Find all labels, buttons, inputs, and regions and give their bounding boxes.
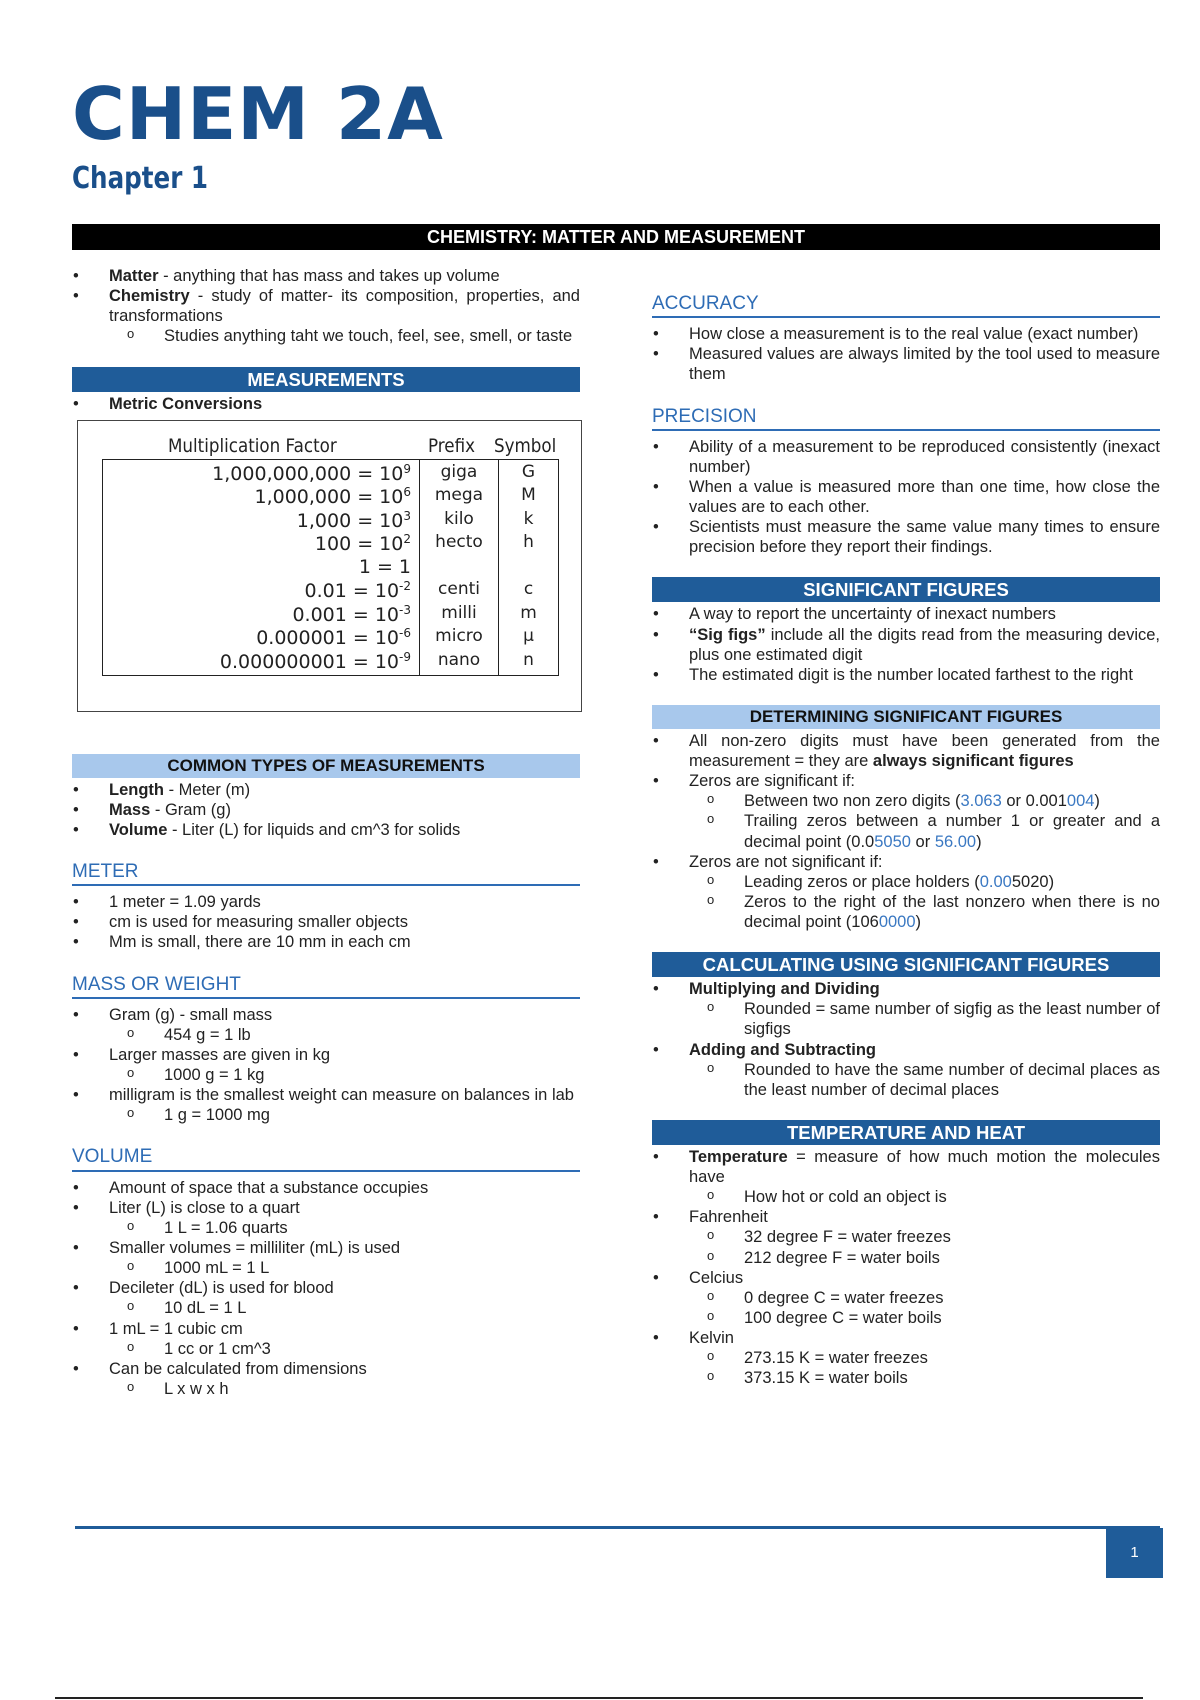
sub-list-item: o 454 g = 1 lb [109,1025,580,1045]
common-types-header: COMMON TYPES OF MEASUREMENTS [72,754,580,778]
list-item: • Fahrenheit o 32 degree F = water freezes o 212 degree F = water boils [652,1207,1160,1267]
determining-header: DETERMINING SIGNIFICANT FIGURES [652,705,1160,729]
sub-list-item: o 10 dL = 1 L [109,1298,580,1318]
list-item: • Ability of a measurement to be reproduced consistently (inexact number) [652,437,1160,477]
table-row [103,626,558,649]
factor-cell: $100 = 10^2$ [314,532,411,556]
list-item: • Metric Conversions [72,394,580,414]
accuracy-list [652,324,1160,384]
list-item: • Adding and Subtracting o Rounded to have the same number of decimal places as the least number of decimal places [652,1040,1160,1100]
list-item: • The estimated digit is the number located farthest to the right [652,665,1160,685]
meter-list [72,892,580,952]
list-item: • Liter (L) is close to a quart o 1 L = 1.06 quarts [72,1198,580,1238]
sub-list-item: o 273.15 K = water freezes [689,1348,1160,1368]
table-header-symbol: Symbol [494,434,557,457]
calculating-list [652,979,1160,1100]
prefix-cell: mega [434,485,484,506]
table-row [103,650,558,673]
list-item: • 1 mL = 1 cubic cm o 1 cc or 1 cm^3 [72,1319,580,1359]
sub-list-item: o 32 degree F = water freezes [689,1227,1160,1247]
list-item: • 1 meter = 1.09 yards [72,892,580,912]
list-item: • Larger masses are given in kg o 1000 g = 1 kg [72,1045,580,1085]
sub-list-item: o 0 degree C = water freezes [689,1288,1160,1308]
prefix-cell: giga [440,461,478,482]
symbol-cell: n [523,649,534,670]
list-item: • Multiplying and Dividing o Rounded = same number of sigfig as the least number of sigfigs [652,979,1160,1039]
sub-list-item: o Rounded to have the same number of decimal places as the least number of decimal places [689,1060,1160,1100]
table-row [103,532,558,555]
list-item: • A way to report the uncertainty of inexact numbers [652,604,1160,624]
symbol-cell: c [523,579,534,600]
sub-list-item: o 1 g = 1000 mg [109,1105,580,1125]
prefix-cell: hecto [435,532,483,553]
list-item: • Amount of space that a substance occupies [72,1178,580,1198]
sigfigs-header: SIGNIFICANT FIGURES [652,577,1160,602]
intro-list [72,266,580,347]
list-item: • Scientists must measure the same value many times to ensure precision before they report their findings. [652,517,1160,557]
list-item: • How close a measurement is to the real value (exact number) [652,324,1160,344]
volume-header: VOLUME [72,1145,580,1171]
list-item: • Matter - anything that has mass and takes up volume [72,266,580,286]
symbol-cell: m [520,602,537,623]
list-item: • Kelvin o 273.15 K = water freezes o 373.15 K = water boils [652,1328,1160,1388]
precision-list [652,437,1160,558]
mass-list [72,1005,580,1126]
list-item: • All non-zero digits must have been generated from the measurement = they are always significant figures [652,731,1160,771]
symbol-cell: µ [523,626,534,647]
temperature-list [652,1147,1160,1389]
sigfigs-list [652,604,1160,685]
mass-header: MASS OR WEIGHT [72,973,580,999]
factor-cell: $1,000 = 10^3$ [296,508,411,532]
table-row [103,462,558,485]
sub-list-item: o 1 cc or 1 cm^3 [109,1339,580,1359]
sub-list-item: o Trailing zeros between a number 1 or greater and a decimal point (0.05050 or 56.00) [689,811,1160,851]
symbol-cell: G [521,461,536,482]
table-row [103,509,558,532]
determining-list [652,731,1160,932]
sub-list-item: o Studies anything taht we touch, feel, see, smell, or taste [109,326,580,346]
factor-cell: $1,000,000 = 10^6$ [254,485,411,509]
page-title: CHEM 2A [72,72,444,156]
table-header-prefix: Prefix [428,434,476,457]
list-item: • milligram is the smallest weight can measure on balances in lab o 1 g = 1000 mg [72,1085,580,1125]
sub-list-item: o Leading zeros or place holders (0.005020) [689,872,1160,892]
prefix-cell: nano [437,649,481,670]
factor-cell: $0.001 = 10^{-3}$ [292,602,411,626]
sub-list-item: o Between two non zero digits (3.063 or 0.001004) [689,791,1160,811]
list-item: • Zeros are significant if: o Between two non zero digits (3.063 or 0.001004) o Trailing zeros between a number 1 or greater and a decimal point (0.05050 or 56.00) [652,771,1160,852]
list-item: • Celcius o 0 degree C = water freezes o 100 degree C = water boils [652,1268,1160,1328]
common-types-list [72,780,580,840]
table-row [103,579,558,602]
prefix-cell: centi [438,579,480,600]
list-item: • Decileter (dL) is used for blood o 10 dL = 1 L [72,1278,580,1318]
sub-list-item: o 212 degree F = water boils [689,1248,1160,1268]
list-item: • Length - Meter (m) [72,780,580,800]
sub-list-item: o 100 degree C = water boils [689,1308,1160,1328]
list-item: • Chemistry - study of matter- its composition, properties, and transformations o Studies anything taht we touch, feel, see, smell, or taste [72,286,580,346]
right-column [652,266,1160,1388]
sub-list-item: o How hot or cold an object is [689,1187,1160,1207]
prefix-cell: micro [435,626,483,647]
factor-cell: $0.000001 = 10^{-6}$ [256,626,411,650]
accuracy-header: ACCURACY [652,292,1160,318]
calculating-header: CALCULATING USING SIGNIFICANT FIGURES [652,952,1160,977]
sub-list-item: o 1 L = 1.06 quarts [109,1218,580,1238]
prefix-cell: kilo [444,508,474,529]
list-item: • Mass - Gram (g) [72,800,580,820]
meter-header: METER [72,860,580,886]
symbol-cell: h [523,532,534,553]
sub-list-item: o Zeros to the right of the last nonzero when there is no decimal point (1060000) [689,892,1160,932]
list-item: • Volume - Liter (L) for liquids and cm^3 for solids [72,820,580,840]
section-banner: CHEMISTRY: MATTER AND MEASUREMENT [72,224,1160,250]
list-item: • Gram (g) - small mass o 454 g = 1 lb [72,1005,580,1045]
sub-list-item: o 373.15 K = water boils [689,1368,1160,1388]
list-item: • Zeros are not significant if: o Leading zeros or place holders (0.005020) o Zeros to the right of the last nonzero when there is no decimal point (1060000) [652,852,1160,933]
metric-table-body [102,459,559,676]
sub-list-item: o 1000 mL = 1 L [109,1258,580,1278]
measurements-header: MEASUREMENTS [72,367,580,392]
chapter-subtitle: Chapter 1 [72,161,209,196]
list-item: • cm is used for measuring smaller objects [72,912,580,932]
page-number: 1 [1106,1528,1163,1578]
table-row [103,485,558,508]
factor-cell: $0.01 = 10^{-2}$ [304,579,411,603]
factor-cell: $1,000,000,000 = 10^9$ [212,461,411,485]
precision-header: PRECISION [652,405,1160,431]
sub-list-item: o L x w x h [109,1379,580,1399]
symbol-cell: M [521,485,536,506]
footer-rule [75,1526,1160,1529]
bottom-rule [55,1697,1143,1699]
list-item: • Smaller volumes = milliliter (mL) is used o 1000 mL = 1 L [72,1238,580,1278]
list-item: • Measured values are always limited by the tool used to measure them [652,344,1160,384]
table-row [103,556,558,579]
table-header-factor: Multiplication Factor [168,434,337,457]
list-item: • When a value is measured more than one time, how close the values are to each other. [652,477,1160,517]
left-column [72,266,580,1399]
factor-cell: $0.000000001 = 10^{-9}$ [219,649,411,673]
list-item: • Mm is small, there are 10 mm in each cm [72,932,580,952]
sub-list-item: o 1000 g = 1 kg [109,1065,580,1085]
list-item: • Can be calculated from dimensions o L x w x h [72,1359,580,1399]
list-item: • “Sig figs” include all the digits read from the measuring device, plus one estimated digit [652,625,1160,665]
temperature-header: TEMPERATURE AND HEAT [652,1120,1160,1145]
symbol-cell: k [523,508,534,529]
table-row [103,603,558,626]
list-item: • Temperature = measure of how much motion the molecules have o How hot or cold an object is [652,1147,1160,1207]
factor-cell: 1 = 1 [358,555,411,578]
prefix-cell: milli [441,602,477,623]
metric-conversion-table [77,420,582,712]
sub-list-item: o Rounded = same number of sigfig as the least number of sigfigs [689,999,1160,1039]
volume-list [72,1178,580,1399]
